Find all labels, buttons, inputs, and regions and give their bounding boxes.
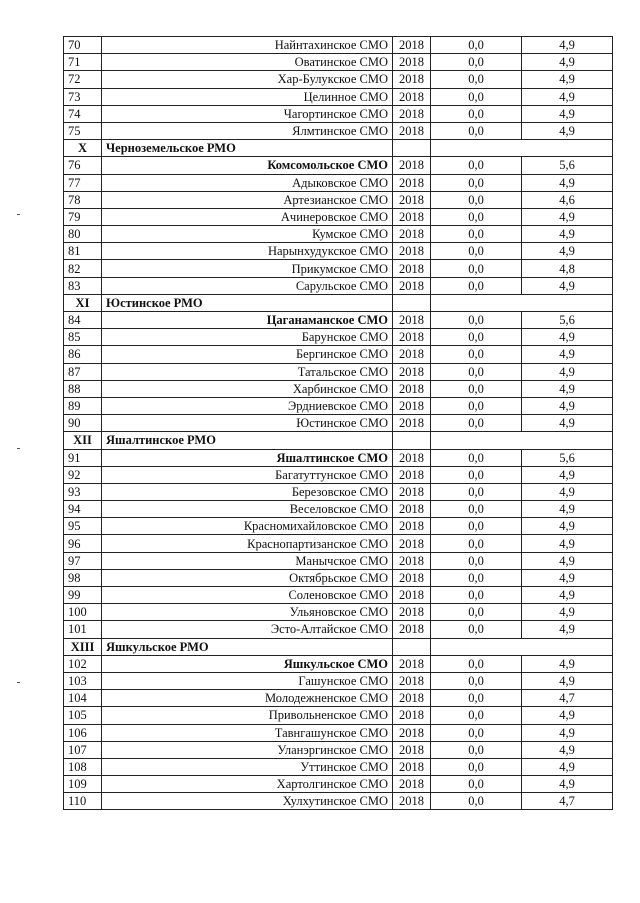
value-cell-2: 4,9 <box>522 71 613 88</box>
value-cell-1: 0,0 <box>431 243 522 260</box>
municipality-name: Октябрьское СМО <box>102 569 393 586</box>
value-cell-2: 4,9 <box>522 655 613 672</box>
value-cell-2: 4,9 <box>522 277 613 294</box>
value-cell-2: 4,9 <box>522 552 613 569</box>
table-row <box>64 552 613 569</box>
value-cell-1: 0,0 <box>431 518 522 535</box>
table-row <box>64 518 613 535</box>
section-header-row <box>64 638 613 655</box>
value-cell-2: 4,9 <box>522 174 613 191</box>
year-cell: 2018 <box>393 105 431 122</box>
section-empty-cell <box>431 432 613 449</box>
value-cell-1: 0,0 <box>431 707 522 724</box>
value-cell-2: 4,9 <box>522 208 613 225</box>
year-cell: 2018 <box>393 71 431 88</box>
row-number: 95 <box>64 518 102 535</box>
year-cell: 2018 <box>393 690 431 707</box>
table-row <box>64 758 613 775</box>
row-number: 84 <box>64 312 102 329</box>
year-cell: 2018 <box>393 54 431 71</box>
row-number: 76 <box>64 157 102 174</box>
row-number: 83 <box>64 277 102 294</box>
value-cell-1: 0,0 <box>431 415 522 432</box>
section-empty-cell <box>431 294 613 311</box>
value-cell-1: 0,0 <box>431 758 522 775</box>
row-number: 102 <box>64 655 102 672</box>
value-cell-2: 4,9 <box>522 776 613 793</box>
table-row <box>64 380 613 397</box>
value-cell-1: 0,0 <box>431 329 522 346</box>
value-cell-2: 4,9 <box>522 535 613 552</box>
section-empty-cell <box>393 140 431 157</box>
table-row <box>64 346 613 363</box>
row-number: 91 <box>64 449 102 466</box>
year-cell: 2018 <box>393 415 431 432</box>
table-row <box>64 587 613 604</box>
year-cell: 2018 <box>393 569 431 586</box>
row-number: 96 <box>64 535 102 552</box>
year-cell: 2018 <box>393 122 431 139</box>
table-row <box>64 174 613 191</box>
municipality-name: Уланэргинское СМО <box>102 741 393 758</box>
municipality-name: Березовское СМО <box>102 483 393 500</box>
value-cell-1: 0,0 <box>431 277 522 294</box>
value-cell-1: 0,0 <box>431 621 522 638</box>
value-cell-2: 4,7 <box>522 793 613 810</box>
row-number: 82 <box>64 260 102 277</box>
value-cell-1: 0,0 <box>431 655 522 672</box>
value-cell-1: 0,0 <box>431 380 522 397</box>
section-roman-numeral: XIII <box>64 638 102 655</box>
section-title: Яшкульское РМО <box>102 638 393 655</box>
value-cell-1: 0,0 <box>431 397 522 414</box>
year-cell: 2018 <box>393 776 431 793</box>
row-number: 79 <box>64 208 102 225</box>
value-cell-2: 4,9 <box>522 380 613 397</box>
table-row <box>64 793 613 810</box>
table-body <box>64 37 613 810</box>
row-number: 85 <box>64 329 102 346</box>
municipality-name: Хар-Булукское СМО <box>102 71 393 88</box>
municipality-name: Татальское СМО <box>102 363 393 380</box>
value-cell-1: 0,0 <box>431 672 522 689</box>
value-cell-2: 4,9 <box>522 672 613 689</box>
row-number: 109 <box>64 776 102 793</box>
value-cell-1: 0,0 <box>431 312 522 329</box>
year-cell: 2018 <box>393 37 431 54</box>
municipality-table <box>63 36 613 810</box>
value-cell-1: 0,0 <box>431 346 522 363</box>
row-number: 92 <box>64 466 102 483</box>
value-cell-1: 0,0 <box>431 105 522 122</box>
municipality-name: Адыковское СМО <box>102 174 393 191</box>
table-row <box>64 466 613 483</box>
row-number: 80 <box>64 226 102 243</box>
row-number: 98 <box>64 569 102 586</box>
year-cell: 2018 <box>393 758 431 775</box>
value-cell-2: 4,8 <box>522 260 613 277</box>
row-number: 72 <box>64 71 102 88</box>
value-cell-2: 4,9 <box>522 54 613 71</box>
section-empty-cell <box>431 638 613 655</box>
value-cell-1: 0,0 <box>431 71 522 88</box>
municipality-name: Хартолгинское СМО <box>102 776 393 793</box>
section-title: Черноземельское РМО <box>102 140 393 157</box>
value-cell-2: 4,9 <box>522 105 613 122</box>
value-cell-2: 4,9 <box>522 346 613 363</box>
value-cell-1: 0,0 <box>431 587 522 604</box>
table-row <box>64 122 613 139</box>
value-cell-2: 4,9 <box>522 569 613 586</box>
row-number: 78 <box>64 191 102 208</box>
row-number: 100 <box>64 604 102 621</box>
value-cell-1: 0,0 <box>431 226 522 243</box>
municipality-name: Тавнгашунское СМО <box>102 724 393 741</box>
value-cell-2: 4,9 <box>522 621 613 638</box>
table-row <box>64 71 613 88</box>
value-cell-1: 0,0 <box>431 466 522 483</box>
year-cell: 2018 <box>393 518 431 535</box>
municipality-name: Уттинское СМО <box>102 758 393 775</box>
section-header-row <box>64 432 613 449</box>
section-header-row <box>64 140 613 157</box>
row-number: 89 <box>64 397 102 414</box>
table-row <box>64 655 613 672</box>
value-cell-1: 0,0 <box>431 449 522 466</box>
year-cell: 2018 <box>393 208 431 225</box>
municipality-name: Хулхутинское СМО <box>102 793 393 810</box>
value-cell-2: 5,6 <box>522 157 613 174</box>
municipality-name: Красномихайловское СМО <box>102 518 393 535</box>
year-cell: 2018 <box>393 604 431 621</box>
value-cell-2: 4,9 <box>522 758 613 775</box>
value-cell-1: 0,0 <box>431 88 522 105</box>
table-row <box>64 535 613 552</box>
year-cell: 2018 <box>393 483 431 500</box>
value-cell-1: 0,0 <box>431 793 522 810</box>
table-row <box>64 776 613 793</box>
row-number: 99 <box>64 587 102 604</box>
table-row <box>64 415 613 432</box>
municipality-name: Бергинское СМО <box>102 346 393 363</box>
municipality-name: Чагортинское СМО <box>102 105 393 122</box>
municipality-name: Сарульское СМО <box>102 277 393 294</box>
section-roman-numeral: X <box>64 140 102 157</box>
value-cell-2: 4,7 <box>522 690 613 707</box>
municipality-name: Барунское СМО <box>102 329 393 346</box>
row-number: 77 <box>64 174 102 191</box>
table-row <box>64 501 613 518</box>
value-cell-2: 5,6 <box>522 312 613 329</box>
table-row <box>64 707 613 724</box>
municipality-name: Эсто-Алтайское СМО <box>102 621 393 638</box>
value-cell-2: 4,9 <box>522 466 613 483</box>
year-cell: 2018 <box>393 346 431 363</box>
value-cell-1: 0,0 <box>431 604 522 621</box>
value-cell-1: 0,0 <box>431 191 522 208</box>
year-cell: 2018 <box>393 466 431 483</box>
year-cell: 2018 <box>393 535 431 552</box>
year-cell: 2018 <box>393 397 431 414</box>
value-cell-2: 4,9 <box>522 604 613 621</box>
row-number: 86 <box>64 346 102 363</box>
year-cell: 2018 <box>393 363 431 380</box>
value-cell-1: 0,0 <box>431 37 522 54</box>
value-cell-2: 4,9 <box>522 88 613 105</box>
municipality-name: Молодежненское СМО <box>102 690 393 707</box>
value-cell-1: 0,0 <box>431 741 522 758</box>
row-number: 93 <box>64 483 102 500</box>
year-cell: 2018 <box>393 587 431 604</box>
value-cell-2: 4,9 <box>522 587 613 604</box>
table-row <box>64 483 613 500</box>
table-row <box>64 329 613 346</box>
row-number: 103 <box>64 672 102 689</box>
value-cell-1: 0,0 <box>431 208 522 225</box>
row-number: 81 <box>64 243 102 260</box>
year-cell: 2018 <box>393 741 431 758</box>
value-cell-1: 0,0 <box>431 122 522 139</box>
row-number: 107 <box>64 741 102 758</box>
table-row <box>64 157 613 174</box>
municipality-name: Кумское СМО <box>102 226 393 243</box>
value-cell-1: 0,0 <box>431 569 522 586</box>
municipality-name: Оватинское СМО <box>102 54 393 71</box>
row-number: 88 <box>64 380 102 397</box>
row-number: 94 <box>64 501 102 518</box>
year-cell: 2018 <box>393 157 431 174</box>
municipality-name: Комсомольское СМО <box>102 157 393 174</box>
year-cell: 2018 <box>393 174 431 191</box>
municipality-name: Целинное СМО <box>102 88 393 105</box>
table-row <box>64 672 613 689</box>
section-empty-cell <box>393 294 431 311</box>
table-row <box>64 741 613 758</box>
table-row <box>64 604 613 621</box>
scan-margin-mark <box>17 448 20 449</box>
value-cell-1: 0,0 <box>431 501 522 518</box>
value-cell-2: 4,9 <box>522 243 613 260</box>
year-cell: 2018 <box>393 793 431 810</box>
value-cell-2: 4,9 <box>522 501 613 518</box>
table-row <box>64 208 613 225</box>
table-row <box>64 226 613 243</box>
year-cell: 2018 <box>393 501 431 518</box>
value-cell-1: 0,0 <box>431 260 522 277</box>
row-number: 110 <box>64 793 102 810</box>
municipality-name: Эрдниевское СМО <box>102 397 393 414</box>
municipality-name: Найнтахинское СМО <box>102 37 393 54</box>
table-row <box>64 621 613 638</box>
section-roman-numeral: XII <box>64 432 102 449</box>
section-empty-cell <box>431 140 613 157</box>
municipality-name: Манычское СМО <box>102 552 393 569</box>
municipality-name: Гашунское СМО <box>102 672 393 689</box>
municipality-name: Цаганаманское СМО <box>102 312 393 329</box>
value-cell-1: 0,0 <box>431 552 522 569</box>
table-row <box>64 243 613 260</box>
value-cell-1: 0,0 <box>431 54 522 71</box>
municipality-name: Яшкульское СМО <box>102 655 393 672</box>
year-cell: 2018 <box>393 260 431 277</box>
value-cell-2: 5,6 <box>522 449 613 466</box>
year-cell: 2018 <box>393 88 431 105</box>
municipality-name: Яшалтинское СМО <box>102 449 393 466</box>
value-cell-2: 4,9 <box>522 483 613 500</box>
section-title: Яшалтинское РМО <box>102 432 393 449</box>
value-cell-2: 4,9 <box>522 122 613 139</box>
row-number: 74 <box>64 105 102 122</box>
table-row <box>64 449 613 466</box>
table-row <box>64 105 613 122</box>
value-cell-2: 4,9 <box>522 724 613 741</box>
row-number: 104 <box>64 690 102 707</box>
year-cell: 2018 <box>393 277 431 294</box>
year-cell: 2018 <box>393 191 431 208</box>
municipality-name: Харбинское СМО <box>102 380 393 397</box>
table-row <box>64 363 613 380</box>
row-number: 108 <box>64 758 102 775</box>
value-cell-2: 4,6 <box>522 191 613 208</box>
municipality-name: Ялмтинское СМО <box>102 122 393 139</box>
row-number: 97 <box>64 552 102 569</box>
table-row <box>64 37 613 54</box>
table-row <box>64 724 613 741</box>
row-number: 101 <box>64 621 102 638</box>
municipality-name: Привольненское СМО <box>102 707 393 724</box>
row-number: 70 <box>64 37 102 54</box>
year-cell: 2018 <box>393 655 431 672</box>
year-cell: 2018 <box>393 621 431 638</box>
year-cell: 2018 <box>393 552 431 569</box>
row-number: 71 <box>64 54 102 71</box>
year-cell: 2018 <box>393 724 431 741</box>
value-cell-2: 4,9 <box>522 415 613 432</box>
year-cell: 2018 <box>393 707 431 724</box>
row-number: 105 <box>64 707 102 724</box>
year-cell: 2018 <box>393 312 431 329</box>
value-cell-1: 0,0 <box>431 157 522 174</box>
row-number: 90 <box>64 415 102 432</box>
municipality-name: Ачинеровское СМО <box>102 208 393 225</box>
table-row <box>64 397 613 414</box>
municipality-name: Прикумское СМО <box>102 260 393 277</box>
value-cell-1: 0,0 <box>431 363 522 380</box>
scan-margin-mark <box>17 214 20 215</box>
value-cell-1: 0,0 <box>431 776 522 793</box>
year-cell: 2018 <box>393 243 431 260</box>
section-roman-numeral: XI <box>64 294 102 311</box>
value-cell-2: 4,9 <box>522 37 613 54</box>
municipality-name: Веселовское СМО <box>102 501 393 518</box>
row-number: 106 <box>64 724 102 741</box>
section-header-row <box>64 294 613 311</box>
municipality-name: Багатуттунское СМО <box>102 466 393 483</box>
table-row <box>64 277 613 294</box>
year-cell: 2018 <box>393 672 431 689</box>
value-cell-1: 0,0 <box>431 690 522 707</box>
row-number: 75 <box>64 122 102 139</box>
table-row <box>64 54 613 71</box>
year-cell: 2018 <box>393 449 431 466</box>
value-cell-1: 0,0 <box>431 174 522 191</box>
table-row <box>64 191 613 208</box>
municipality-name: Юстинское СМО <box>102 415 393 432</box>
municipality-name: Нарынхудукское СМО <box>102 243 393 260</box>
table-row <box>64 569 613 586</box>
row-number: 73 <box>64 88 102 105</box>
value-cell-2: 4,9 <box>522 226 613 243</box>
section-empty-cell <box>393 432 431 449</box>
value-cell-1: 0,0 <box>431 724 522 741</box>
table-row <box>64 260 613 277</box>
municipality-name: Соленовское СМО <box>102 587 393 604</box>
municipality-name: Ульяновское СМО <box>102 604 393 621</box>
value-cell-2: 4,9 <box>522 363 613 380</box>
table-row <box>64 690 613 707</box>
value-cell-2: 4,9 <box>522 397 613 414</box>
value-cell-2: 4,9 <box>522 518 613 535</box>
value-cell-1: 0,0 <box>431 483 522 500</box>
table-row <box>64 312 613 329</box>
year-cell: 2018 <box>393 329 431 346</box>
section-empty-cell <box>393 638 431 655</box>
municipality-name: Артезианское СМО <box>102 191 393 208</box>
scan-margin-mark <box>17 682 20 683</box>
value-cell-2: 4,9 <box>522 329 613 346</box>
section-title: Юстинское РМО <box>102 294 393 311</box>
table-row <box>64 88 613 105</box>
municipality-name: Краснопартизанское СМО <box>102 535 393 552</box>
year-cell: 2018 <box>393 226 431 243</box>
value-cell-2: 4,9 <box>522 741 613 758</box>
value-cell-2: 4,9 <box>522 707 613 724</box>
row-number: 87 <box>64 363 102 380</box>
year-cell: 2018 <box>393 380 431 397</box>
value-cell-1: 0,0 <box>431 535 522 552</box>
